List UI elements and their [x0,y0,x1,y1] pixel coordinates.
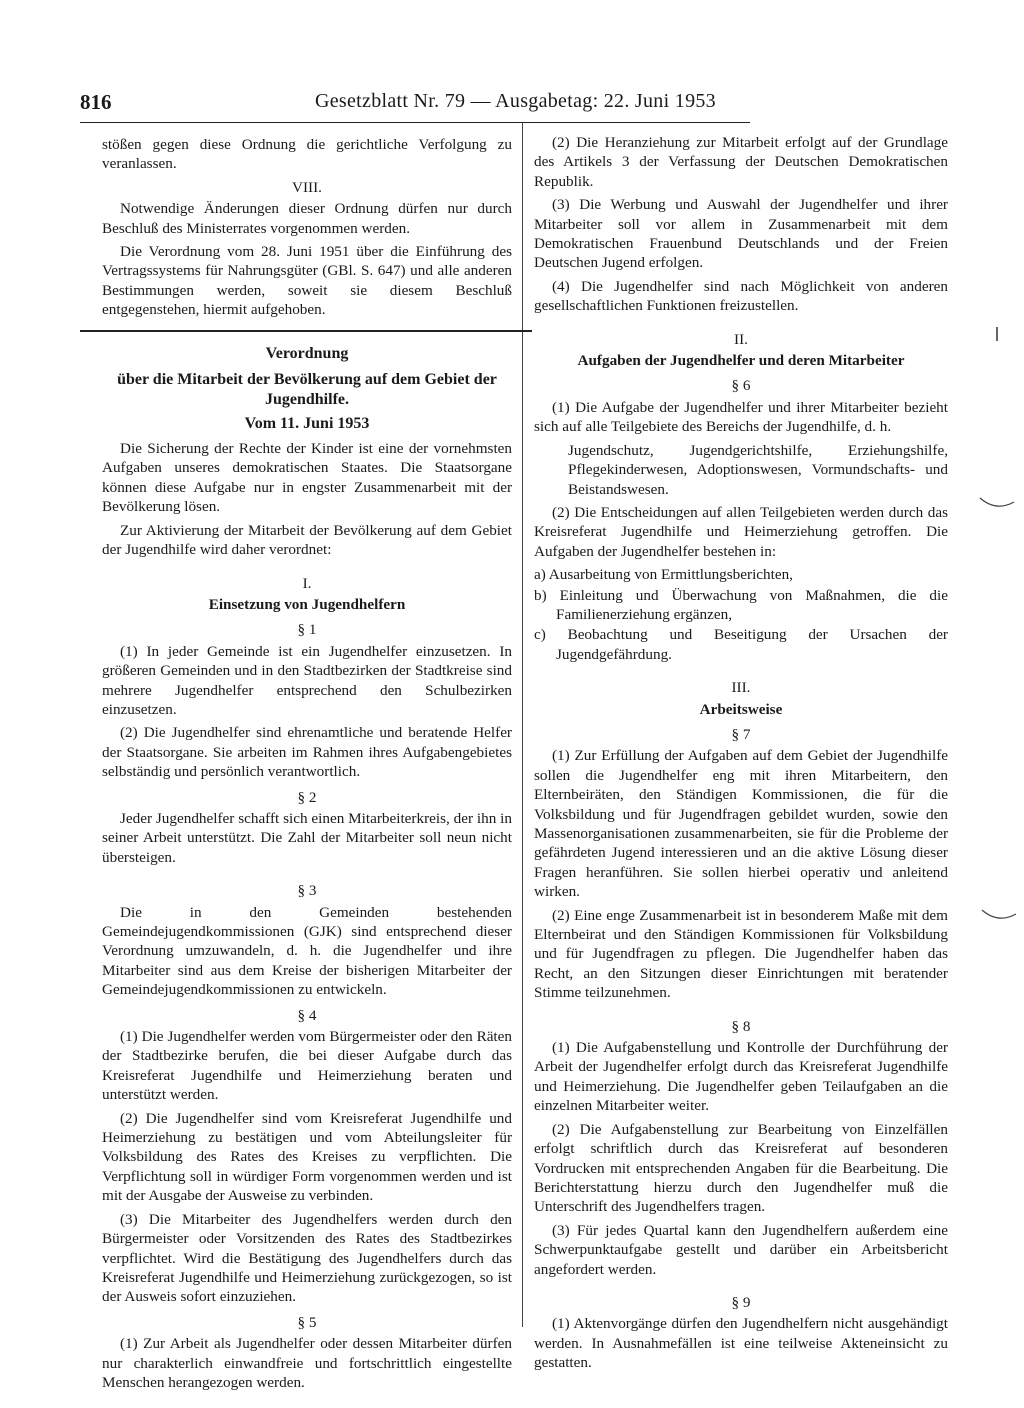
paragraph: (1) Die Aufgabe der Jugendhelfer und ihrer Mitarbeiter bezieht sich auf alle Teilgebiete des Bereichs der Jugendhilfe, d. h. [534,398,948,436]
paragraph: (1) In jeder Gemeinde ist ein Jugendhelfer einzusetzen. In größeren Gemeinden und in den Stadtbezirken der Stadtkreise sind mehrere Jugendhelfer entsprechend den Schulbezirken einzusetzen. [102,642,512,718]
paragraph: (2) Die Jugendhelfer sind ehrenamtliche und beratende Helfer der Staatsorgane. Sie arbeiten im Rahmen ihres Aufgabengebietes selbständig und persönlich verantwortlich. [102,724,512,781]
paragraph: (2) Die Heranziehung zur Mitarbeit erfolgt auf der Grundlage des Artikels 3 der Verfassung der Deutschen Demokratischen Republik. [534,134,948,190]
paragraph: (1) Die Aufgabenstellung und Kontrolle der Durchführung der Arbeit der Jugendhelfer erfolgt durch das Kreisreferat Jugendhilfe und Heimerziehung. Die Jugendhelfer geben Teilaufgaben an die einzelnen Mitarbeiter weiter. [534,1039,948,1115]
page-header [80,90,750,120]
preamble-paragraph: Die Sicherung der Rechte der Kinder ist eine der vornehmsten Aufgaben unseres demokratischen Staates. Die Staatsorgane können diese Aufgabe nur in engster Zusammenarbeit mit der Bevölkerung lösen. [102,440,512,516]
paragraph: Notwendige Änderungen dieser Ordnung dürfen nur durch Beschluß des Ministerrates vorgenommen werden. [102,200,512,237]
header-rule [80,122,522,123]
paragraph-sign: § 9 [731,1293,751,1311]
paragraph-sign: § 3 [297,882,317,900]
decree-date: Vom 11. Juni 1953 [244,414,370,432]
chapter-i-heading: I. [302,574,312,592]
paragraph-sign: § 8 [731,1017,751,1035]
right-column [534,133,948,1377]
paragraph: (2) Die Entscheidungen auf allen Teilgebieten werden durch das Kreisreferat Jugendhilfe und Heimerziehung getroffen. Die Aufgaben der Jugendhelfer bestehen in: [534,503,948,560]
gazette-title: Gesetzblatt Nr. 79 — Ausgabetag: 22. Juni 1953 [315,90,716,112]
paragraph-sign: § 1 [297,621,317,639]
carry-over-paragraph: stößen gegen diese Ordnung die gerichtliche Verfolgung zu veranlassen. [102,136,512,173]
scan-mark [980,900,1020,930]
paragraph: Jeder Jugendhelfer schafft sich einen Mitarbeiterkreis, der ihn in seiner Arbeit unterstützt. Die Zahl der Mitarbeiter soll neun nicht übersteigen. [102,809,512,866]
paragraph-sign: § 6 [731,377,751,395]
scan-mark [978,490,1018,520]
list-item: a) Ausarbeitung von Ermittlungsberichten, [534,566,793,584]
preamble-paragraph: Zur Aktivierung der Mitarbeit der Bevölkerung auf dem Gebiet der Jugendhilfe wird daher verordnet: [102,521,512,559]
paragraph: (3) Für jedes Quartal kann den Jugendhelfern außerdem eine Schwerpunktaufgabe gestellt und darüber ein Arbeitsbericht angefordert werden. [534,1221,948,1278]
paragraph: (2) Die Jugendhelfer sind vom Kreisreferat Jugendhilfe und Heimerziehung zu bestätigen und vom Abteilungsleiter für Volksbildung des Rates des Kreises zu verpflichten. Die Verpflichtung soll in würdiger Form vorgenommen werden und ist mit der Ausgabe der Ausweise zu verbinden. [102,1109,512,1205]
decree-subtitle: über die Mitarbeit der Bevölkerung auf dem Gebiet der Jugendhilfe. [117,370,497,408]
paragraph: (1) Zur Erfüllung der Aufgaben auf dem Gebiet der Jugendhilfe sollen die Jugendhelfer eng mit ihren Mitarbeitern, den Elternbeiräten, den Ständigen Kommissionen, die für die Volksbildung und für Jugendfragen gebildet wurden, sowie den Massenorganisationen zusammenarbeiten, sie für die Probleme der gefährdeten Jugend interessieren und an die aktive Lösung dieser Fragen heranführen. Sie sollen hierbei operativ und anleitend wirken. [534,747,948,901]
chapter-ii-title: Aufgaben der Jugendhelfer und deren Mitarbeiter [577,352,905,370]
paragraph-sign: § 7 [731,725,751,743]
paragraph: (3) Die Mitarbeiter des Jugendhelfers werden durch den Bürgermeister oder Vorsitzenden des Rates des Stadtbezirkes verpflichtet. Wird die Bestätigung des Jugendhelfers durch das Kreisreferat Jugendhilfe und Heimerziehung zurückgezogen, so ist der Ausweis sofort einzuziehen. [102,1210,512,1306]
paragraph: (2) Eine enge Zusammenarbeit ist in besonderem Maße mit dem Elternbeirat und den Ständigen Kommissionen für Volksbildung und für Jugendfragen zu pflegen. Die Jugendhelfer haben das Recht, an den Sitzungen dieser Einrichtungen mit beratender Stimme teilzunehmen. [534,906,948,1002]
section-divider-rule [80,330,532,332]
paragraph: (1) Die Jugendhelfer werden vom Bürgermeister oder den Räten der Stadtbezirke berufen, die bei dieser Aufgabe durch das Kreisreferat Jugendhilfe und Heimerziehung beraten und unterstützt werden. [102,1028,512,1104]
left-column [102,135,512,1396]
chapter-iii-title: Arbeitsweise [699,700,783,718]
paragraph: (3) Die Werbung und Auswahl der Jugendhelfer und ihrer Mitarbeiter soll vor allem in Zusammenarbeit mit dem Demokratischen Frauenbund Deutschlands und der Freien Deutschen Jugend erfolgen. [534,196,948,272]
header-rule-right [522,122,750,123]
youth-welfare-areas-list: Jugendschutz, Jugendgerichtshilfe, Erziehungshilfe, Pflegekinderwesen, Adoptionswesen, Vormundschafts- und Beistandswesen. [568,441,948,498]
chapter-ii-heading: II. [734,330,748,348]
section-viii-heading: VIII. [292,178,322,196]
column-divider [522,122,523,1327]
paragraph: Die Verordnung vom 28. Juni 1951 über die Einführung des Vertragssystems für Nahrungsgüter (GBl. S. 647) und alle anderen Bestimmungen werden, soweit sie diesem Beschluß entgegenstehen, hiermit aufgehoben. [102,243,512,319]
paragraph-sign: § 5 [297,1313,317,1331]
chapter-iii-heading: III. [731,679,751,697]
paragraph: (1) Zur Arbeit als Jugendhelfer oder dessen Mitarbeiter dürfen nur charakterlich einwandfreie und fortschrittlich eingestellte Menschen herangezogen werden. [102,1335,512,1391]
list-item: b) Einleitung und Überwachung von Maßnahmen, die die Familienerziehung ergänzen, [534,586,948,623]
paragraph: (2) Die Aufgabenstellung zur Bearbeitung von Einzelfällen erfolgt schriftlich durch das Kreisreferat auf besonderen Vordrucken mit entsprechenden Angaben für die Bearbeitung. Die Berichterstattung hierzu durch den Jugendhelfer muß die Unterschrift des Jugendhelfers tragen. [534,1120,948,1216]
scan-mark [975,325,1015,345]
list-item: c) Beobachtung und Beseitigung der Ursachen der Jugendgefährdung. [534,626,948,663]
paragraph: (1) Aktenvorgänge dürfen den Jugendhelfern nicht ausgehändigt werden. In Ausnahmefällen ist eine teilweise Akteneinsicht zu gestatten. [534,1315,948,1372]
decree-title: Verordnung [265,344,349,362]
paragraph: (4) Die Jugendhelfer sind nach Möglichkeit von anderen gesellschaftlichen Funktionen freizustellen. [534,277,948,315]
paragraph-sign: § 2 [297,788,317,806]
chapter-i-title: Einsetzung von Jugendhelfern [208,595,406,613]
page-number: 816 [80,90,112,114]
paragraph: Die in den Gemeinden bestehenden Gemeindejugendkommissionen (GJK) sind entsprechend dieser Verordnung umzuwandeln, d. h. die Jugendhelfer und ihre Mitarbeiter sind aus dem Kreise der bisherigen Mitarbeiter der Gemeindejugendkommissionen zu entwickeln. [102,903,512,999]
paragraph-sign: § 4 [297,1006,317,1024]
